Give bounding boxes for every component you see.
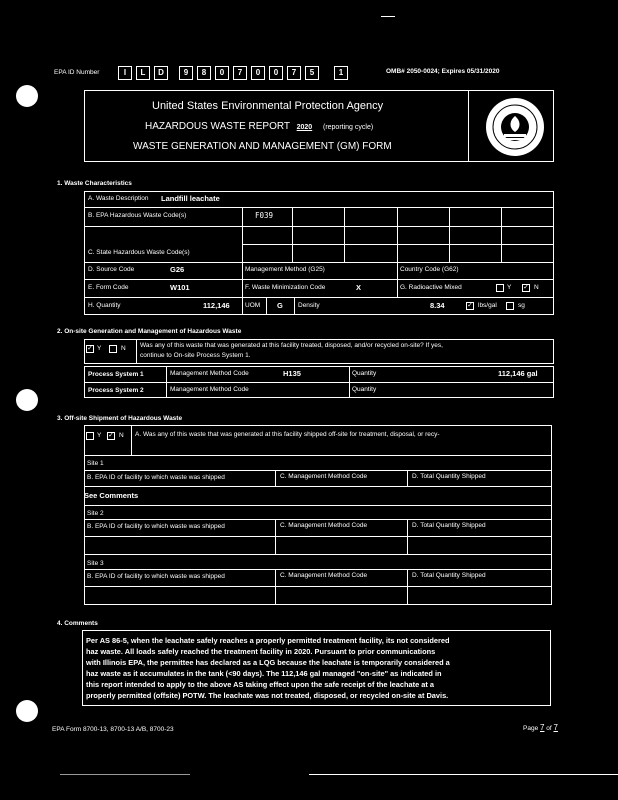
epa-id-label: EPA ID Number (54, 69, 100, 76)
epa-id-char: 5 (305, 66, 319, 80)
col-line (397, 207, 398, 262)
onsite-yes-checkbox[interactable]: ✓ (87, 345, 93, 352)
source-code-value: G26 (170, 265, 185, 274)
epa-id-char: D (154, 66, 168, 80)
epa-id-char: 1 (334, 66, 348, 80)
onsite-yes-label: Y (97, 345, 102, 352)
col-line (242, 207, 243, 262)
ps2-mm-label: Management Method Code (170, 386, 249, 393)
management-method-label: Management Method (G25) (245, 266, 325, 273)
report-title (145, 122, 373, 132)
site-3-qty-label: D. Total Quantity Shipped (412, 572, 486, 579)
form-code-label: E. Form Code (88, 284, 129, 291)
scan-artifact (60, 774, 190, 775)
row-line (84, 554, 552, 555)
col-line (349, 366, 350, 398)
uom-label: UOM (245, 302, 261, 309)
epa-id-char: 7 (287, 66, 301, 80)
epa-id-char: L (136, 66, 150, 80)
ps1-qty-value: 112,146 gal (498, 369, 538, 378)
process-system-1-label: Process System 1 (88, 371, 144, 378)
col-line (266, 297, 267, 315)
col-line (166, 366, 167, 398)
of-label: of (546, 725, 552, 732)
row-line (242, 244, 554, 245)
section-4-heading: 4. Comments (57, 620, 98, 627)
offsite-yes-checkbox[interactable] (86, 432, 94, 440)
col-line (501, 207, 502, 262)
section-1-heading: 1. Waste Characteristics (57, 180, 132, 187)
hw-code-label: B. EPA Hazardous Waste Code(s) (88, 212, 187, 219)
report-year: 2020 (296, 124, 313, 131)
source-code-label: D. Source Code (88, 266, 135, 273)
col-line (136, 339, 137, 364)
site-1-label: Site 1 (87, 460, 104, 467)
col-line (407, 470, 408, 486)
form-code-value: W101 (170, 283, 190, 292)
col-line (131, 425, 132, 455)
row-line (84, 586, 552, 587)
section-2-heading: 2. On-site Generation and Management of Hazardous Waste (57, 328, 242, 335)
col-line (407, 569, 408, 605)
sg-label: sg (518, 302, 525, 309)
quantity-value: 112,146 (203, 301, 230, 310)
page-label: Page (523, 725, 539, 732)
site-1-mm-label: C. Management Method Code (280, 473, 368, 480)
site-3-label: Site 3 (87, 560, 104, 567)
page-indicator (523, 724, 558, 733)
col-line (242, 262, 243, 315)
row-line (84, 382, 554, 383)
offsite-no-label: N (119, 432, 124, 439)
site-2-epa-id-label: B. EPA ID of facility to which waste was shipped (87, 523, 225, 530)
col-line (275, 569, 276, 605)
ps1-mm-value: H135 (283, 369, 301, 378)
agency-title: United States Environmental Protection Agency (152, 100, 384, 112)
row-line (84, 226, 554, 227)
radioactive-yes-checkbox[interactable] (496, 284, 504, 292)
waste-description-label: A. Waste Description (88, 195, 149, 202)
density-value: 8.34 (430, 301, 445, 310)
epa-id-char: 0 (215, 66, 229, 80)
radioactive-no-checkbox[interactable]: ✓ (523, 284, 529, 291)
form-numbers: EPA Form 8700-13, 8700-13 A/B, 8700-23 (52, 726, 174, 733)
quantity-label: H. Quantity (88, 302, 121, 309)
epa-id-char: 9 (179, 66, 193, 80)
lbs-gal-label: lbs/gal (478, 302, 497, 309)
section-3-heading: 3. Off-site Shipment of Hazardous Waste (57, 415, 183, 422)
epa-seal-icon (484, 96, 546, 158)
site-3-mm-label: C. Management Method Code (280, 572, 368, 579)
waste-minimization-label: F. Waste Minimization Code (245, 284, 326, 291)
row-line (84, 470, 552, 471)
epa-id-char: 7 (233, 66, 247, 80)
state-code-label: C. State Hazardous Waste Code(s) (88, 249, 190, 256)
epa-id-char: 8 (197, 66, 211, 80)
offsite-no-checkbox[interactable]: ✓ (108, 432, 114, 439)
binder-hole (16, 389, 38, 411)
site-3-epa-id-label: B. EPA ID of facility to which waste was shipped (87, 573, 225, 580)
col-line (449, 207, 450, 262)
omb-number: OMB# 2050-0024; Expires 05/31/2020 (386, 68, 500, 75)
page-number: 7 (540, 723, 545, 732)
report-cycle: (reporting cycle) (322, 124, 374, 131)
onsite-question-line1: Was any of this waste that was generated at this facility treated, disposed, and/or recycled on-site? If yes, (140, 342, 443, 349)
row-line (84, 262, 554, 263)
sg-checkbox[interactable] (506, 302, 514, 310)
scan-artifact (381, 16, 395, 17)
comment-line: haz waste. All loads safely reached the treatment facility in 2020. Pursuant to prior communications (86, 647, 436, 656)
row-line (84, 207, 554, 208)
site-1-epa-id-label: B. EPA ID of facility to which waste was shipped (87, 474, 225, 481)
onsite-question-line2: continue to On-site Process System 1. (140, 352, 251, 359)
row-line (84, 536, 552, 537)
form-name: WASTE GENERATION AND MANAGEMENT (GM) FORM (133, 141, 392, 152)
ps1-qty-label: Quantity (352, 370, 377, 377)
epa-id-char: 0 (269, 66, 283, 80)
comment-line: Per AS 86-5, when the leachate safely reaches a properly permitted treatment facility, its not considered (86, 636, 450, 645)
page-total: 7 (553, 723, 558, 732)
comment-line: with Illinois EPA, the permittee has declared as a LQG because the leachate is temporarily considered a (86, 658, 450, 667)
site-2-mm-label: C. Management Method Code (280, 522, 368, 529)
process-system-2-label: Process System 2 (88, 387, 144, 394)
hw-code-value: F039 (255, 211, 274, 220)
site-2-label: Site 2 (87, 510, 104, 517)
ps1-mm-label: Management Method Code (170, 370, 249, 377)
col-line (292, 207, 293, 262)
country-code-label: Country Code (G62) (400, 266, 459, 273)
onsite-no-checkbox[interactable] (109, 345, 117, 353)
uom-value: G (277, 301, 283, 310)
col-line (397, 262, 398, 297)
col-line (294, 297, 295, 315)
title-divider (468, 90, 469, 162)
site-2-qty-label: D. Total Quantity Shipped (412, 522, 486, 529)
waste-description-value: Landfill leachate (161, 194, 220, 203)
row-line (84, 569, 552, 570)
onsite-no-label: N (121, 345, 126, 352)
site-1-see-comments: See Comments (84, 491, 139, 500)
report-title-prefix: HAZARDOUS WASTE REPORT (145, 121, 290, 132)
scan-artifact (309, 774, 618, 775)
epa-id-char: 0 (251, 66, 265, 80)
comment-line: this report intended to apply to the above AS taking effect upon the safe receipt of the leachate at a (86, 680, 434, 689)
col-line (344, 207, 345, 262)
waste-minimization-value: X (356, 283, 362, 292)
offsite-question: A. Was any of this waste that was generated at this facility shipped off-site for treatment, disposal, or recy- (135, 431, 440, 438)
col-line (275, 470, 276, 486)
row-line (84, 486, 552, 487)
row-line (84, 279, 554, 280)
radioactive-mixed-label: G. Radioactive Mixed (400, 284, 462, 291)
ps2-qty-label: Quantity (352, 386, 377, 393)
row-line (84, 505, 552, 506)
binder-hole (16, 700, 38, 722)
lbs-gal-checkbox[interactable]: ✓ (467, 302, 473, 309)
radioactive-yes-label: Y (507, 284, 512, 291)
offsite-yes-label: Y (97, 432, 102, 439)
row-line (84, 297, 554, 298)
comment-line: properly permitted (offsite) POTW. The leachate was not treated, disposed, or recycled on-site at Davis. (86, 691, 449, 700)
row-line (84, 455, 552, 456)
row-line (84, 519, 552, 520)
comment-line: haz waste as it accumulates in the tank (<90 days). The 112,146 gal managed "on-site" as indicated in (86, 669, 442, 678)
radioactive-no-label: N (534, 284, 539, 291)
site-1-qty-label: D. Total Quantity Shipped (412, 473, 486, 480)
binder-hole (16, 85, 38, 107)
density-label: Density (298, 302, 320, 309)
epa-id-char: I (118, 66, 132, 80)
